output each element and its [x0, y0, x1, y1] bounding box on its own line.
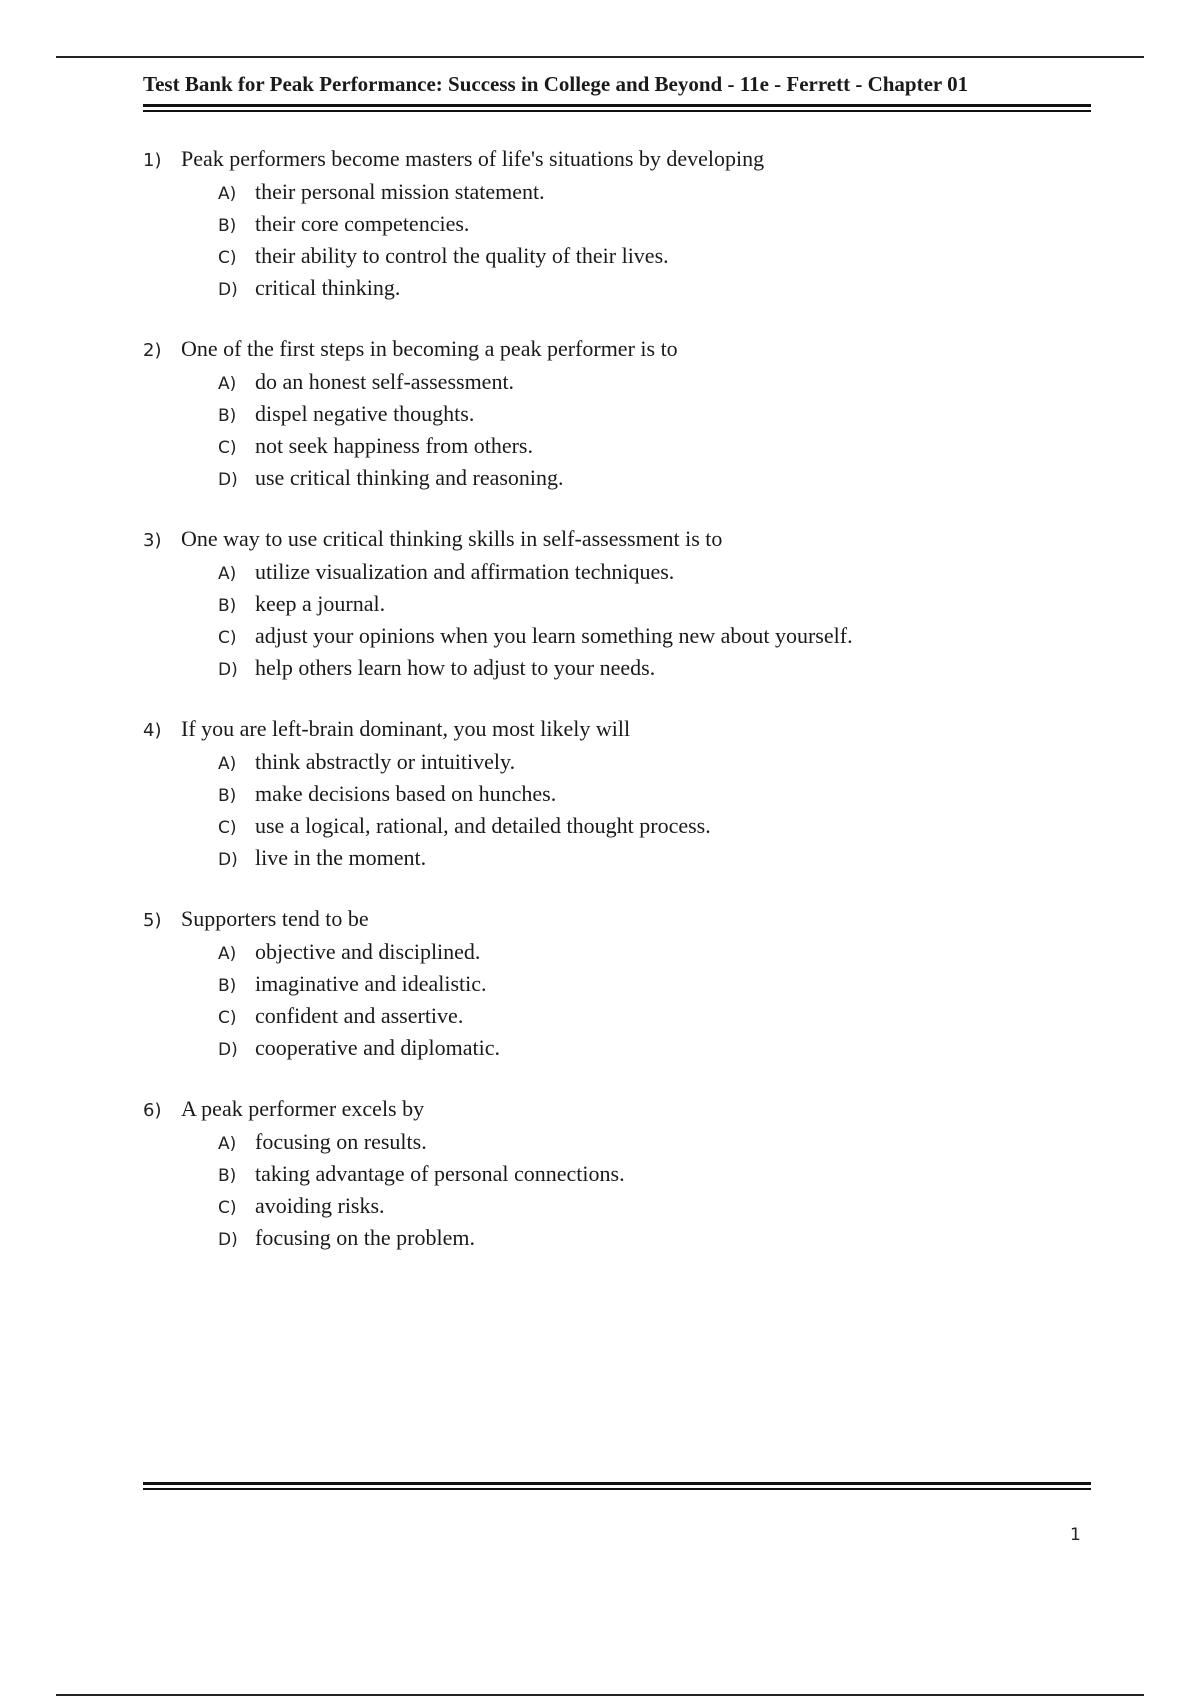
choice-c — [218, 1193, 1103, 1225]
choice-text: adjust your opinions when you learn something new about yourself. — [255, 623, 853, 648]
choice-letter: D) — [218, 1040, 238, 1060]
choice-a — [218, 179, 1103, 211]
question-number: 1) — [143, 150, 162, 171]
choice-letter: D) — [218, 850, 238, 870]
question-text: A peak performer excels by — [181, 1096, 425, 1121]
choice-text: focusing on the problem. — [255, 1225, 475, 1250]
choice-letter: B) — [218, 406, 237, 426]
choice-text: do an honest self-assessment. — [255, 369, 515, 394]
choice-a — [218, 939, 1103, 971]
page-bottom-border — [56, 1694, 1144, 1696]
choice-letter: D) — [218, 1230, 238, 1250]
choice-text: avoiding risks. — [255, 1193, 385, 1218]
choice-text: utilize visualization and affirmation techniques. — [255, 559, 675, 584]
choice-d — [218, 655, 1103, 687]
choice-text: use a logical, rational, and detailed thought process. — [255, 813, 711, 838]
question-5 — [143, 906, 1103, 1067]
choice-letter: C) — [218, 818, 237, 838]
choice-letter: C) — [218, 1008, 237, 1028]
footer-double-rule — [143, 1482, 1091, 1490]
question-number: 6) — [143, 1100, 162, 1121]
choice-letter: D) — [218, 280, 238, 300]
choice-c — [218, 433, 1103, 465]
question-2 — [143, 336, 1103, 497]
choice-list — [218, 939, 1103, 1067]
question-text: If you are left-brain dominant, you most likely will — [181, 716, 631, 741]
choice-c — [218, 813, 1103, 845]
choice-b — [218, 1161, 1103, 1193]
choice-c — [218, 623, 1103, 655]
choice-text: dispel negative thoughts. — [255, 401, 475, 426]
choice-letter: A) — [218, 1134, 237, 1154]
choice-a — [218, 1129, 1103, 1161]
choice-text: keep a journal. — [255, 591, 386, 616]
question-text: Supporters tend to be — [181, 906, 369, 931]
choice-b — [218, 591, 1103, 623]
choice-b — [218, 781, 1103, 813]
question-6 — [143, 1096, 1103, 1257]
choice-text: focusing on results. — [255, 1129, 427, 1154]
choice-text: critical thinking. — [255, 275, 401, 300]
choice-list — [218, 179, 1103, 307]
choice-letter: A) — [218, 754, 237, 774]
question-number: 4) — [143, 720, 162, 741]
choice-letter: A) — [218, 564, 237, 584]
choice-b — [218, 971, 1103, 1003]
choice-letter: D) — [218, 660, 238, 680]
choice-list — [218, 559, 1103, 687]
choice-text: confident and assertive. — [255, 1003, 464, 1028]
choice-text: cooperative and diplomatic. — [255, 1035, 500, 1060]
choice-text: imaginative and idealistic. — [255, 971, 487, 996]
question-number: 2) — [143, 340, 162, 361]
choice-d — [218, 1225, 1103, 1257]
choice-letter: B) — [218, 596, 237, 616]
choice-d — [218, 275, 1103, 307]
question-number: 3) — [143, 530, 162, 551]
choice-a — [218, 559, 1103, 591]
question-text: One of the first steps in becoming a peak performer is to — [181, 336, 678, 361]
choice-letter: C) — [218, 1198, 237, 1218]
choice-text: not seek happiness from others. — [255, 433, 533, 458]
choice-d — [218, 845, 1103, 877]
choice-text: live in the moment. — [255, 845, 427, 870]
choice-list — [218, 369, 1103, 497]
choice-text: objective and disciplined. — [255, 939, 481, 964]
question-4 — [143, 716, 1103, 877]
choice-c — [218, 1003, 1103, 1035]
header-double-rule — [143, 104, 1091, 112]
page-number: 1 — [1070, 1525, 1081, 1545]
choice-letter: A) — [218, 944, 237, 964]
choice-text: think abstractly or intuitively. — [255, 749, 516, 774]
choice-letter: C) — [218, 628, 237, 648]
choice-a — [218, 369, 1103, 401]
question-number: 5) — [143, 910, 162, 931]
question-3 — [143, 526, 1103, 687]
question-list — [143, 146, 1103, 1286]
choice-letter: D) — [218, 470, 238, 490]
choice-d — [218, 465, 1103, 497]
choice-letter: C) — [218, 248, 237, 268]
choice-text: use critical thinking and reasoning. — [255, 465, 564, 490]
choice-letter: A) — [218, 184, 237, 204]
choice-b — [218, 401, 1103, 433]
choice-b — [218, 211, 1103, 243]
choice-letter: B) — [218, 786, 237, 806]
choice-letter: B) — [218, 976, 237, 996]
choice-letter: B) — [218, 216, 237, 236]
choice-text: taking advantage of personal connections. — [255, 1161, 625, 1186]
choice-a — [218, 749, 1103, 781]
page-top-border — [56, 56, 1144, 58]
question-text: Peak performers become masters of life's situations by developing — [181, 146, 765, 171]
choice-letter: C) — [218, 438, 237, 458]
choice-d — [218, 1035, 1103, 1067]
choice-text: help others learn how to adjust to your needs. — [255, 655, 656, 680]
choice-c — [218, 243, 1103, 275]
choice-list — [218, 749, 1103, 877]
choice-text: their core competencies. — [255, 211, 470, 236]
question-1 — [143, 146, 1103, 307]
document-header-title: Test Bank for Peak Performance: Success in College and Beyond - 11e - Ferrett - Chapter 01 — [143, 72, 969, 96]
choice-text: their ability to control the quality of their lives. — [255, 243, 669, 268]
choice-letter: B) — [218, 1166, 237, 1186]
choice-text: their personal mission statement. — [255, 179, 545, 204]
choice-letter: A) — [218, 374, 237, 394]
choice-list — [218, 1129, 1103, 1257]
choice-text: make decisions based on hunches. — [255, 781, 557, 806]
question-text: One way to use critical thinking skills in self-assessment is to — [181, 526, 723, 551]
